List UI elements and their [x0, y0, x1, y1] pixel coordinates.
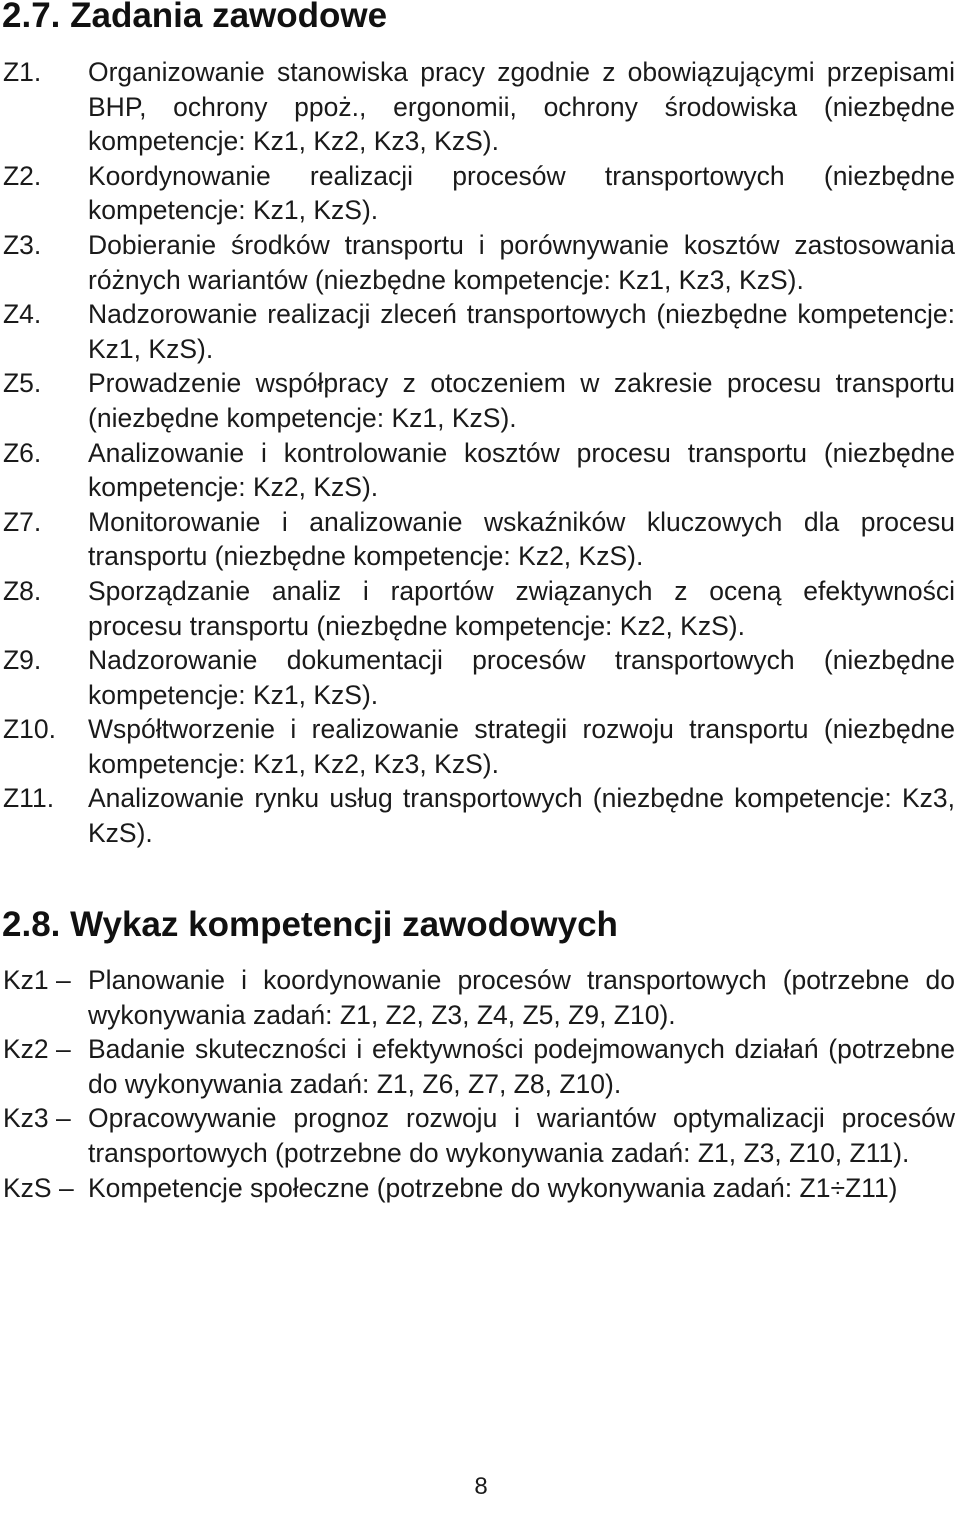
- item-code: Kz2 –: [3, 1034, 71, 1065]
- list-item: [0, 228, 955, 297]
- item-code: Kz1 –: [3, 965, 71, 995]
- list-item: [0, 1171, 955, 1206]
- item-text: Dobieranie środków transportu i porównywanie kosztów zastosowania różnych wariantów (niezbędne kompetencje: Kz1, Kz3, KzS).: [88, 229, 955, 295]
- item-code: Z3.: [3, 229, 42, 260]
- item-text: Opracowywanie prognoz rozwoju i wariantów optymalizacji procesów transportowych (potrzebne do wykonywania zadań: Z1, Z3, Z10, Z11).: [88, 1103, 955, 1168]
- item-text: Koordynowanie realizacji procesów transportowych (niezbędne kompetencje: Kz1, KzS).: [88, 160, 955, 226]
- item-code: KzS –: [3, 1172, 74, 1203]
- competence-list: [0, 963, 955, 1205]
- item-code: Z9.: [3, 645, 42, 676]
- list-item: [0, 297, 955, 366]
- list-item: [0, 712, 955, 781]
- item-text: Planowanie i koordynowanie procesów transportowych (potrzebne do wykonywania zadań: Z1, Z2, Z3, Z4, Z5, Z9, Z10).: [88, 965, 955, 1030]
- list-item: [0, 505, 955, 574]
- item-text: Kompetencje społeczne (potrzebne do wykonywania zadań: Z1÷Z11): [88, 1172, 898, 1203]
- item-text: Analizowanie rynku usług transportowych (niezbędne kompetencje: Kz3, KzS).: [88, 783, 955, 849]
- item-text: Współtworzenie i realizowanie strategii rozwoju transportu (niezbędne kompetencje: Kz1, Kz2, Kz3, KzS).: [88, 714, 955, 779]
- task-list: [0, 55, 955, 851]
- item-code: Z2.: [3, 160, 42, 191]
- list-item: [0, 366, 955, 435]
- item-code: Z1.: [3, 57, 42, 87]
- item-code: Z7.: [3, 506, 42, 537]
- item-text: Sporządzanie analiz i raportów związanych z oceną efektywności procesu transportu (niezbędne kompetencje: Kz2, KzS).: [88, 575, 955, 641]
- list-item: [0, 159, 955, 228]
- item-text: Nadzorowanie dokumentacji procesów transportowych (niezbędne kompetencje: Kz1, KzS).: [88, 645, 955, 710]
- item-code: Z4.: [3, 299, 42, 330]
- section-heading-tasks: 2.7. Zadania zawodowe: [2, 0, 388, 35]
- list-item: [0, 574, 955, 643]
- item-text: Badanie skuteczności i efektywności podejmowanych działań (potrzebne do wykonywania zadań: Z1, Z6, Z7, Z8, Z10).: [88, 1034, 955, 1099]
- list-item: [0, 1032, 955, 1101]
- item-text: Prowadzenie współpracy z otoczeniem w zakresie procesu transportu (niezbędne kompetencje: Kz1, KzS).: [88, 368, 955, 433]
- item-code: Z6.: [3, 437, 42, 468]
- list-item: [0, 436, 955, 505]
- item-text: Nadzorowanie realizacji zleceń transportowych (niezbędne kompetencje: Kz1, KzS).: [88, 299, 955, 364]
- list-item: [0, 963, 955, 1032]
- item-code: Kz3 –: [3, 1103, 71, 1134]
- item-code: Z11.: [3, 783, 55, 814]
- list-item: [0, 55, 955, 159]
- item-code: Z10.: [3, 714, 57, 745]
- item-code: Z8.: [3, 575, 42, 606]
- item-text: Organizowanie stanowiska pracy zgodnie z obowiązującymi przepisami BHP, ochrony ppoż., ergonomii, ochrony środowiska (niezbędne kompetencje: Kz1, Kz2, Kz3, KzS).: [88, 57, 955, 157]
- list-item: [0, 643, 955, 712]
- list-item: [0, 1101, 955, 1170]
- item-code: Z5.: [3, 368, 42, 399]
- section-heading-competences: 2.8. Wykaz kompetencji zawodowych: [2, 905, 618, 944]
- item-text: Analizowanie i kontrolowanie kosztów procesu transportu (niezbędne kompetencje: Kz2, KzS).: [88, 437, 955, 503]
- item-text: Monitorowanie i analizowanie wskaźników kluczowych dla procesu transportu (niezbędne kompetencje: Kz2, KzS).: [88, 506, 955, 572]
- list-item: [0, 781, 955, 850]
- page-number: 8: [474, 1473, 488, 1500]
